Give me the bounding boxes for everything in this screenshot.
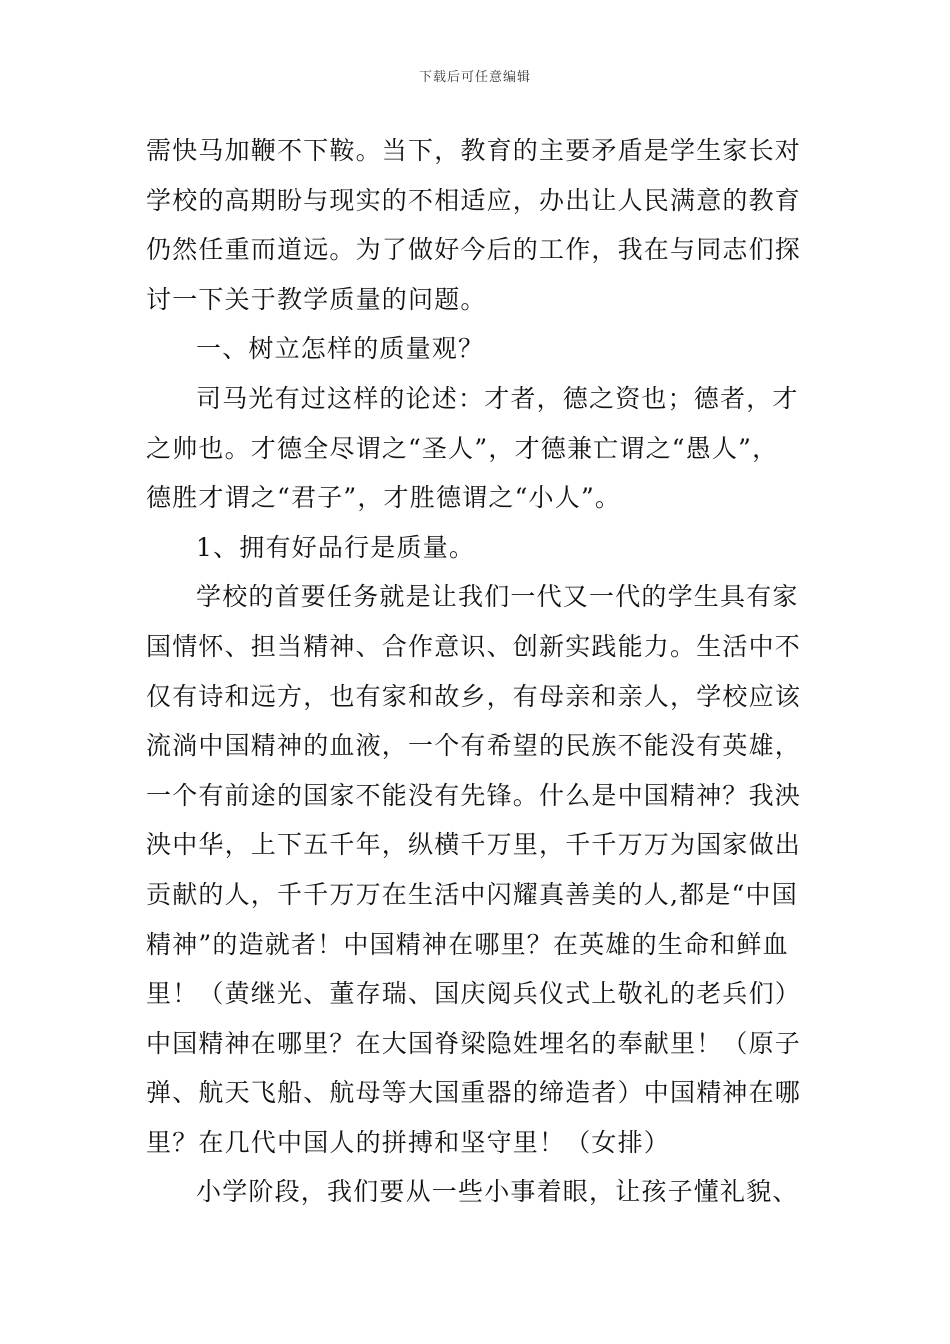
paragraph-line: 司马光有过这样的论述：才者，德之资也；德者，才 — [196, 383, 799, 413]
paragraph-line: 流淌中国精神的血液，一个有希望的民族不能没有英雄， — [146, 731, 802, 761]
paragraph-line: 泱中华，上下五千年，纵横千万里，千千万万为国家做出 — [146, 830, 802, 860]
paragraph-line: 中国精神在哪里？在大国脊梁隐姓埋名的奉献里！（原子 — [146, 1028, 802, 1058]
paragraph-line: 德胜才谓之“君子”，才胜德谓之“小人”。 — [146, 483, 622, 513]
document-body — [146, 126, 816, 1217]
page-header: 下载后可任意编辑 — [418, 70, 531, 85]
paragraph-line: 一个有前途的国家不能没有先锋。什么是中国精神？我泱 — [146, 780, 802, 810]
paragraph-line: 小学阶段，我们要从一些小事着眼，让孩子懂礼貌、 — [196, 1177, 799, 1207]
paragraph-line: 仅有诗和远方，也有家和故乡，有母亲和亲人，学校应该 — [146, 681, 802, 711]
paragraph-line: 里！（黄继光、董存瑞、国庆阅兵仪式上敬礼的老兵们） — [146, 979, 802, 1009]
paragraph-line: 之帅也。才德全尽谓之“圣人”，才德兼亡谓之“愚人”， — [146, 433, 779, 463]
paragraph-line: 精神”的造就者！中国精神在哪里？在英雄的生命和鲜血 — [146, 929, 789, 959]
paragraph-line: 需快马加鞭不下鞍。当下，教育的主要矛盾是学生家长对 — [146, 136, 802, 165]
paragraph-line: 贡献的人，千千万万在生活中闪耀真善美的人,都是“中国 — [146, 879, 798, 909]
paragraph-line: 里？在几代中国人的拼搏和坚守里！（女排） — [146, 1127, 671, 1157]
paragraph-line: 仍然任重而道远。为了做好今后的工作，我在与同志们探 — [146, 235, 802, 265]
paragraph-line: 弹、航天飞船、航母等大国重器的缔造者）中国精神在哪 — [146, 1078, 802, 1108]
paragraph-line: 学校的高期盼与现实的不相适应，办出让人民满意的教育 — [146, 185, 802, 215]
subsection-heading: 1、拥有好品行是质量。 — [196, 532, 476, 562]
paragraph-line: 学校的首要任务就是让我们一代又一代的学生具有家 — [196, 582, 799, 612]
paragraph-line: 国情怀、担当精神、合作意识、创新实践能力。生活中不 — [146, 631, 802, 661]
paragraph-line: 讨一下关于教学质量的问题。 — [146, 284, 487, 314]
section-heading: 一、树立怎样的质量观？ — [196, 334, 485, 364]
